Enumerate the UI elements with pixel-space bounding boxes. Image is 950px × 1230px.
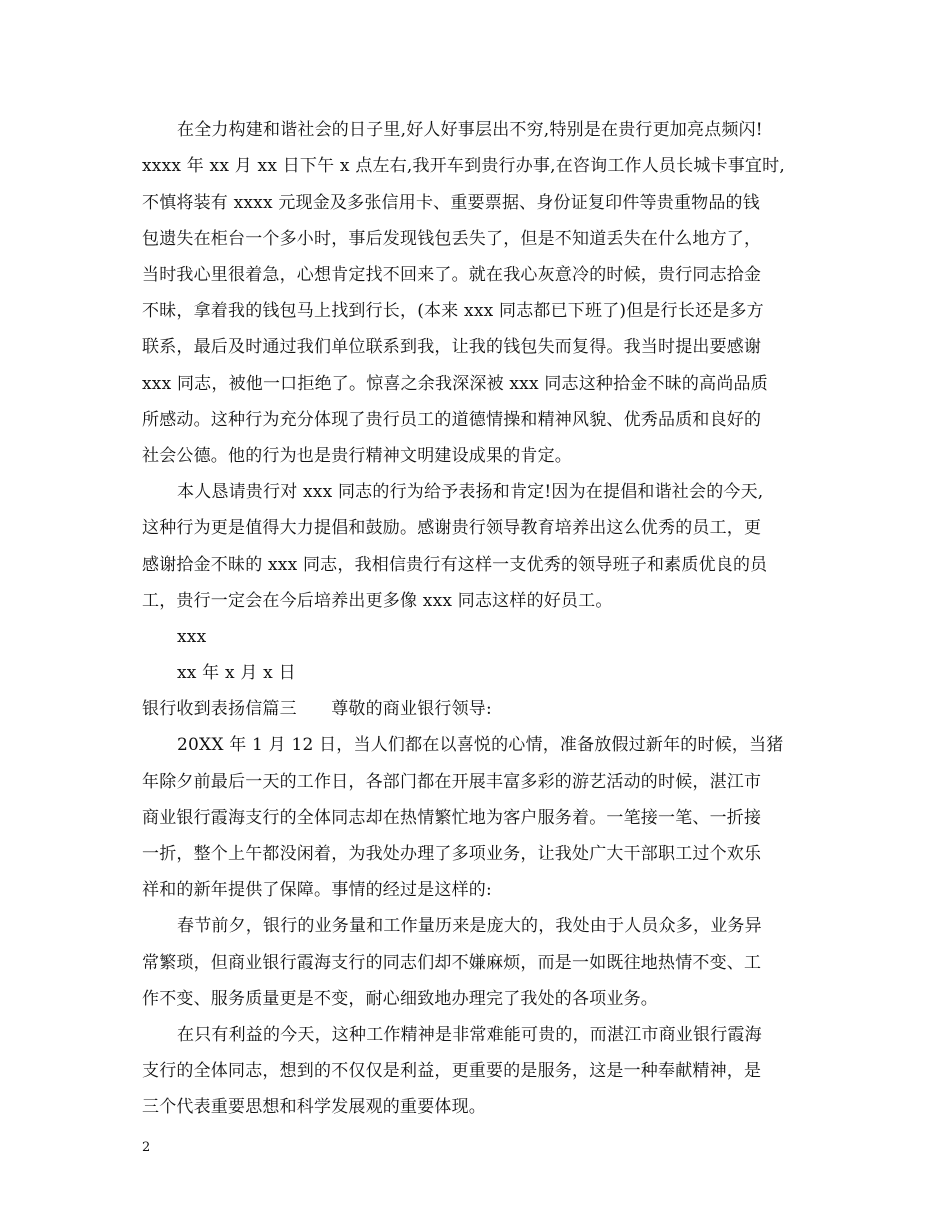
text-line: 常繁琐，但商业银行霞海支行的同志们却不嫌麻烦，而是一如既往地热情不变、工 bbox=[142, 953, 762, 973]
text-line: 不昧，拿着我的钱包马上找到行长，(本来 xxx 同志都已下班了)但是行长还是多方 bbox=[142, 301, 764, 321]
text-line: 作不变、服务质量更是不变，耐心细致地办理完了我处的各项业务。 bbox=[142, 989, 658, 1009]
text-line: 在只有利益的今天，这种工作精神是非常难能可贵的，而湛江市商业银行霞海 bbox=[177, 1025, 762, 1045]
text-line: 所感动。这种行为充分体现了贵行员工的道德情操和精神风貌、优秀品质和良好的 bbox=[142, 410, 762, 430]
signature-date: xx 年 x 月 x 日 bbox=[177, 663, 296, 683]
text-line: xxxx 年 xx 月 xx 日下午 x 点左右,我开车到贵行办事,在咨询工作人员长城卡事宜时, bbox=[142, 156, 785, 176]
text-line: 包遗失在柜台一个多小时，事后发现钱包丢失了，但是不知道丢失在什么地方了， bbox=[142, 229, 762, 249]
text-line: 工，贵行一定会在今后培养出更多像 xxx 同志这样的好员工。 bbox=[142, 591, 613, 611]
text-line: 一折，整个上午都没闲着，为我处办理了多项业务，让我处广大干部职工过个欢乐 bbox=[142, 844, 762, 864]
text-line: 这种行为更是值得大力提倡和鼓励。感谢贵行领导教育培养出这么优秀的员工，更 bbox=[142, 518, 762, 538]
text-line: 支行的全体同志，想到的不仅仅是利益，更重要的是服务，这是一种奉献精神，是 bbox=[142, 1061, 762, 1081]
text-line: 当时我心里很着急，心想肯定找不回来了。就在我心灰意冷的时候，贵行同志拾金 bbox=[142, 265, 762, 285]
text-line: 祥和的新年提供了保障。事情的经过是这样的: bbox=[142, 880, 492, 900]
signature-name: xxx bbox=[177, 627, 207, 647]
text-line: 春节前夕，银行的业务量和工作量历来是庞大的，我处由于人员众多，业务异 bbox=[177, 916, 762, 936]
text-line: 本人恳请贵行对 xxx 同志的行为给予表扬和肯定!因为在提倡和谐社会的今天, bbox=[177, 482, 764, 502]
text-line: 不慎将装有 xxxx 元现金及多张信用卡、重要票据、身份证复印件等贵重物品的钱 bbox=[142, 193, 760, 213]
text-line: 三个代表重要思想和科学发展观的重要体现。 bbox=[142, 1097, 486, 1117]
text-line: 在全力构建和谐社会的日子里,好人好事层出不穷,特别是在贵行更加亮点频闪! bbox=[177, 120, 763, 140]
text-line: 20XX 年 1 月 12 日，当人们都在以喜悦的心情，准备放假过新年的时候，当猪 bbox=[177, 735, 784, 755]
text-line: 联系，最后及时通过我们单位联系到我，让我的钱包失而复得。我当时提出要感谢 bbox=[142, 337, 762, 357]
text-line: xxx 同志，被他一口拒绝了。惊喜之余我深深被 xxx 同志这种拾金不昧的高尚品质 bbox=[142, 374, 768, 394]
text-line: 社会公德。他的行为也是贵行精神文明建设成果的肯定。 bbox=[142, 446, 572, 466]
section-heading: 银行收到表扬信篇三 尊敬的商业银行领导: bbox=[142, 699, 492, 719]
text-line: 商业银行霞海支行的全体同志却在热情繁忙地为客户服务着。一笔接一笔、一折接 bbox=[142, 808, 762, 828]
page-number: 2 bbox=[142, 1140, 151, 1155]
text-line: 年除夕前最后一天的工作日，各部门都在开展丰富多彩的游艺活动的时候，湛江市 bbox=[142, 772, 762, 792]
text-line: 感谢拾金不昧的 xxx 同志，我相信贵行有这样一支优秀的领导班子和素质优良的员 bbox=[142, 555, 768, 575]
